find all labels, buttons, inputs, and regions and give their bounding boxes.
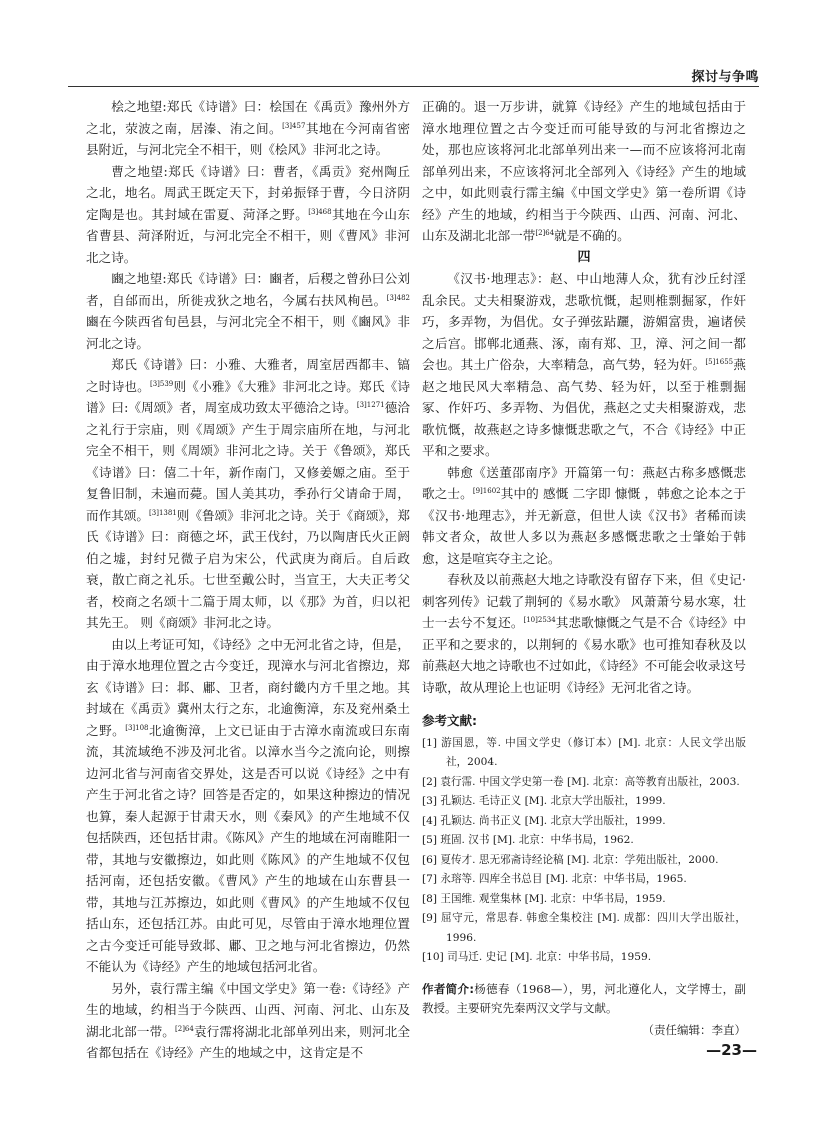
reference-item: [2] 袁行霈. 中国文学史第一卷 [M]. 北京：高等教育出版社，2003. <box>422 775 740 788</box>
right-column <box>422 96 746 1041</box>
paragraph: 正确的。退一万步讲，就算《诗经》产生的地域包括由于漳水地理位置之古今变迁而可能导致的与河北省擦边之处，那也应该将河北北部单列出来一—而不应该将河北南部单列出来，不应该将河北全部列入《诗经》产生的地域之中，如此则袁行霈主编《中国文学史》第一卷所谓《诗经》产生的地域，约相当于今陕西、山西、河南、河北、山东及湖北北部一带$^{[2]64}$就是不确的。 <box>422 99 746 243</box>
paragraph: 豳之地望:郑氏《诗谱》曰：豳者，后稷之曾孙曰公刘者，自邰而出，所徙戎狄之地名，今属右扶风栒邑。$^{[3]482}$豳在今陕西省旬邑县，与河北完全不相干，则《豳风》非河北之诗。 <box>86 271 410 351</box>
paragraph: 另外，袁行霈主编《中国文学史》第一卷:《诗经》产生的地域，约相当于今陕西、山西、河南、河北、山东及湖北北部一带。$^{[2]64}$袁行霈将湖北北部单列出来，则河北全省都包括在《诗经》产生的地域之中，这肯定是不 <box>86 980 411 1060</box>
paragraph: 韩愈《送董邵南序》开篇第一句：燕赵古称多感慨悲歌之士。$^{[9]1602}$其中的 感慨 二字即 慷慨 ，韩愈之论本之于《汉书·地理志》，并无新意，但世人读《汉书》者稀而读韩文者众，故世人多以为燕赵多感慨悲歌之士肇始于韩愈，这是喧宾夺主之论。 <box>422 464 747 566</box>
paragraph: 郑氏《诗谱》曰：小雅、大雅者，周室居西都丰、镐之时诗也。$^{[3]539}$则《小雅》《大雅》非河北之诗。郑氏《诗谱》曰:《周颂》者，周室成功致太平德洽之诗。$^{[3]1271}$德洽之礼行于宗庙，则《周颂》产生于周宗庙所在地，与河北完全不相干，则《周颂》非河北之诗。关于《鲁颂》，郑氏《诗谱》曰：僖二十年，新作南门，又修姜嫄之庙。至于复鲁旧制，未遍而薨。国人美其功，季孙行父请命于周，而作其颂。$^{[3]1381}$则《鲁颂》非河北之诗。关于《商颂》，郑氏《诗谱》曰：商德之坏，武王伐纣，乃以陶唐氏火正阏伯之墟，封纣兄微子启为宋公，代武庚为商后。自后政衰，散亡商之礼乐。七世至戴公时，当宣王，大夫正考父者，校商之名颂十二篇于周太师，以《那》为首，归以祀其先王。 则《商颂》非河北之诗。 <box>86 357 411 630</box>
reference-item: [6] 夏传才. 思无邪斋诗经论稿 [M]. 北京：学苑出版社，2000. <box>422 853 719 866</box>
reference-item: [1] 游国恩，等. 中国文学史（修订本）[M]. 北京：人民文学出版社，2004. <box>422 736 746 768</box>
reference-item: [5] 班固. 汉书 [M]. 北京：中华书局，1962. <box>422 834 634 846</box>
reference-item: [10] 司马迁. 史记 [M]. 北京：中华书局，1959. <box>422 951 652 963</box>
reference-item: [8] 王国维. 观堂集林 [M]. 北京：中华书局，1959. <box>422 892 666 905</box>
paragraph: 桧之地望:郑氏《诗谱》曰：桧国在《禹贡》豫州外方之北，荥波之南，居溱、洧之间。$^{[3]457}$其地在今河南省密县附近，与河北完全不相干，则《桧风》非河北之诗。 <box>86 99 411 157</box>
paragraph: 《汉书·地理志》：赵、中山地薄人众，犹有沙丘纣淫乱余民。丈夫相聚游戏，悲歌忼慨，起则椎剽掘冢，作奸巧，多弄物，为倡优。女子弹弦跕躧，游媚富贵，遍诸侯之后宫。邯郸北通燕、涿，南有郑、卫，漳、河之间一都会也。其土广俗杂，大率精急，高气势，轻为奸。$^{[5]1655}$燕赵之地民风大率精急、高气势、轻为奸，以至于椎剽掘冢、作奸巧、多弄物、为倡优，燕赵之丈夫相聚游戏，悲歌忼慨，故燕赵之诗多慷慨悲歌之气，不合《诗经》中正平和之要求。 <box>422 271 747 458</box>
editor-credit: （责任编辑：李直） <box>642 1022 746 1037</box>
section-tag: 探讨与争鸣 <box>691 70 759 85</box>
references-list <box>422 734 746 968</box>
author-bio <box>422 980 746 1018</box>
paragraph: 由以上考证可知，《诗经》之中无河北省之诗，但是，由于漳水地理位置之古今变迁，现漳水与河北省擦边，郑玄《诗谱》曰：邶、鄘、卫者，商纣畿内方千里之地。其封域在《禹贡》冀州太行之东，北逾衡漳，东及兖州桑土之野。$^{[3]108}$北逾衡漳，上文已证由于古漳水南流或曰东南流，其流域绝不涉及河北省。以漳水当今之流向论，则擦边河北省与河南省交界处，这是否可以说《诗经》之中有产生于河北省之诗？回答是否定的，如果这种擦边的情况也算，秦人起源于甘肃天水，则《秦风》的产生地域不仅包括陕西，还包括甘肃。《陈风》产生的地域在河南睢阳一带，其地与安徽擦边，如此则《陈风》的产生地域不仅包括河南，还包括安徽。《曹风》产生的地域在山东曹县一带，其地与江苏擦边，如此则《曹风》的产生地域不仅包括山东，还包括江苏。由此可见，尽管由于漳水地理位置之古今变迁可能导致邶、鄘、卫之地与河北省擦边，仍然不能认为《诗经》产生的地域包括河北省。 <box>86 636 411 974</box>
paragraph: 曹之地望:郑氏《诗谱》曰：曹者，《禹贡》兖州陶丘之北，地名。周武王既定天下，封弟振铎于曹，今日济阴定陶是也。其封域在雷夏、菏泽之野。$^{[3]468}$其地在今山东省曹县、菏泽附近，与河北完全不相干，则《曹风》非河北之诗。 <box>86 163 411 265</box>
reference-item: [4] 孔颖达. 尚书正义 [M]. 北京大学出版社，1999. <box>422 814 666 827</box>
page-number: —23— <box>706 1041 757 1059</box>
paragraph: 春秋及以前燕赵大地之诗歌没有留存下来，但《史记·刺客列传》记载了荆轲的《易水歌》 风萧萧兮易水寒，壮士一去兮不复还。$^{[10]2534}$其悲歌慷慨之气是不合《诗经》中正平和之要求的，以荆轲的《易水歌》也可推知春秋及以前燕赵大地之诗歌也不过如此，《诗经》不可能会收录这号诗歌，故从理论上也证明《诗经》无河北省之诗。 <box>422 572 746 695</box>
references-title: 参考文献: <box>422 713 477 728</box>
left-column <box>86 96 410 1064</box>
author-body: 杨德春（1968—），男，河北遵化人，文学博士，副教授。主要研究先秦两汉文学与文献。 <box>422 981 747 1015</box>
header-rule <box>68 86 759 87</box>
reference-item: [7] 永瑢等. 四库全书总目 [M]. 北京：中华书局，1965. <box>422 873 687 885</box>
section-number: 四 <box>577 249 591 265</box>
reference-item: [9] 屈守元，常思春. 韩愈全集校注 [M]. 成都：四川大学出版社，1996. <box>422 912 746 944</box>
author-label: 作者简介: <box>422 981 474 996</box>
reference-item: [3] 孔颖达. 毛诗正义 [M]. 北京大学出版社，1999. <box>422 795 666 807</box>
